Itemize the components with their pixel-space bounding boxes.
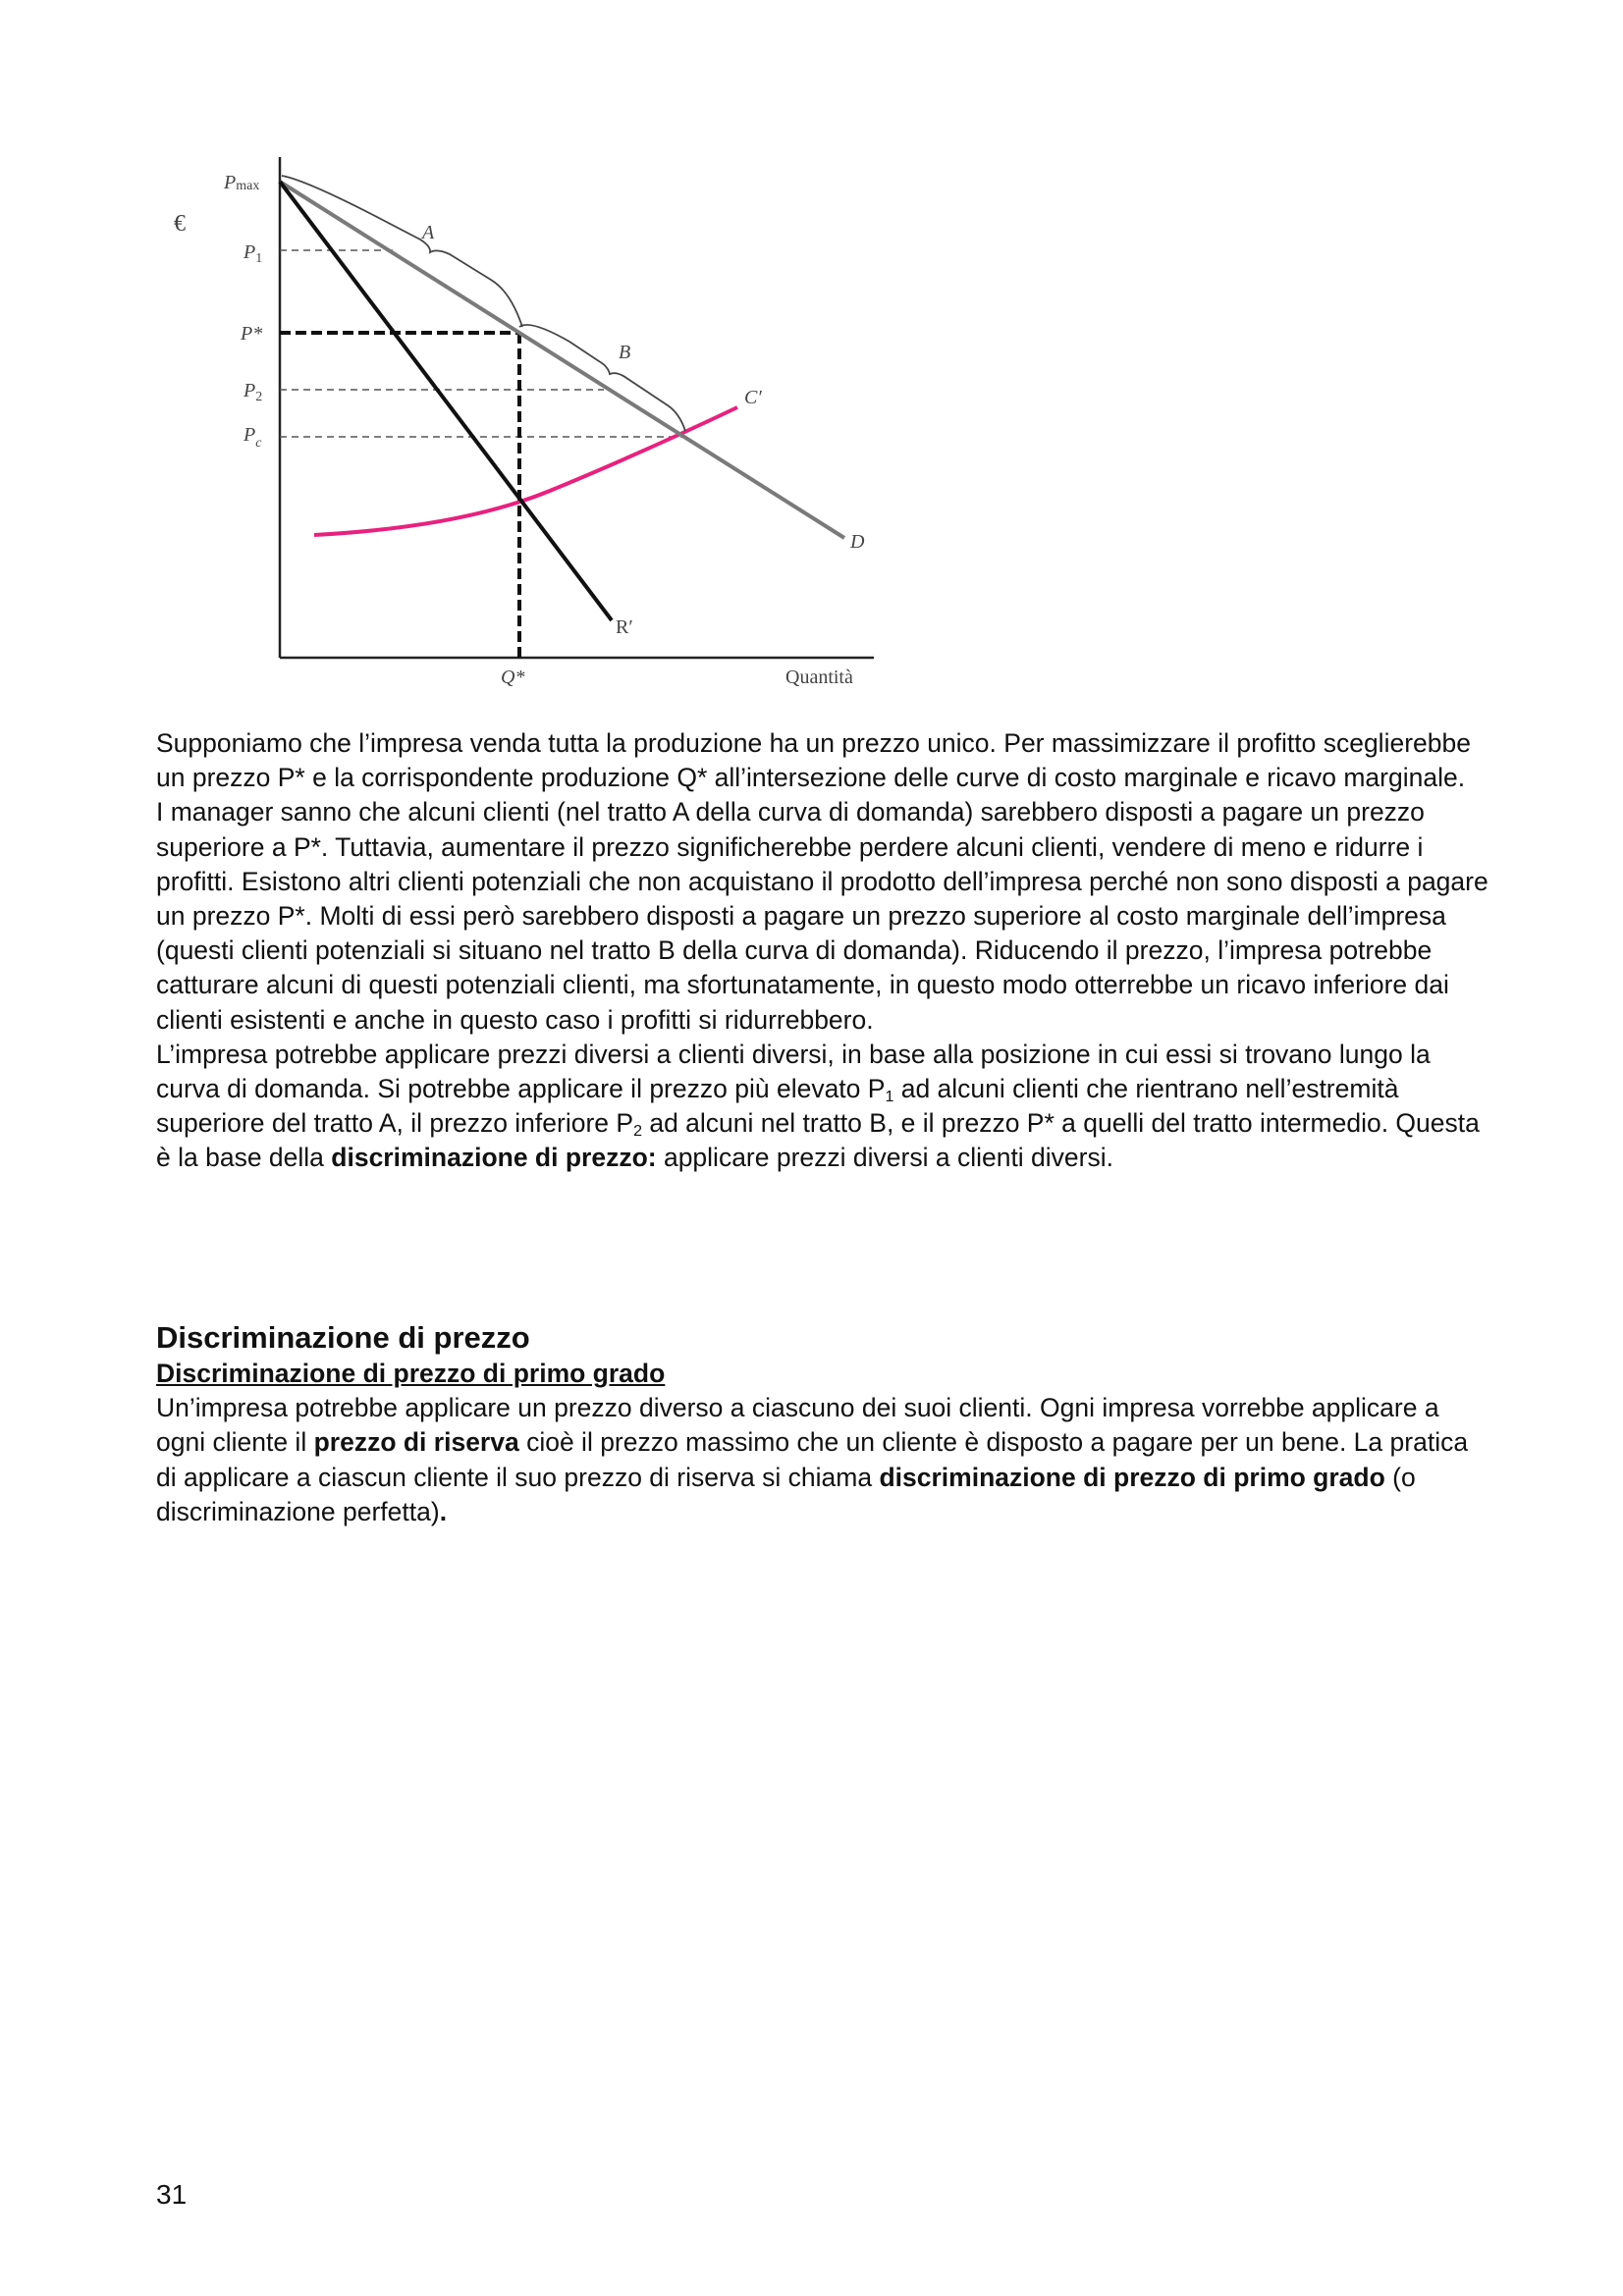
section-price-discrimination	[156, 1319, 1491, 1529]
brace-a	[282, 176, 522, 327]
section-heading: Discriminazione di prezzo	[156, 1320, 530, 1355]
x-axis-label: Quantità	[785, 667, 853, 688]
segment-a-label: A	[422, 222, 435, 243]
marginal-revenue-label: R′	[616, 616, 633, 638]
demand-label: D	[850, 531, 865, 553]
section-subheading: Discriminazione di prezzo di primo grado	[156, 1359, 666, 1388]
price-discrimination-diagram	[157, 142, 903, 692]
pc-label: $P_c$	[243, 424, 262, 451]
paragraph-single-price: Supponiamo che l’impresa venda tutta la produzione ha un prezzo unico. Per massimizzare il profitto sceglierebbe un prezzo P* e la corrispondente produzione Q* all’intersezione delle curve di costo marginale e ricavo marginale.	[156, 728, 1471, 793]
paragraph-managers: I manager sanno che alcuni clienti (nel tratto A della curva di domanda) sarebbero disposti a pagare un prezzo superiore a P*. Tuttavia, aumentare il prezzo significherebbe perdere alcuni clienti, vendere di meno e ridurre i profitti. Esistono altri clienti potenziali che non acquistano il prodotto dell’impresa perché non sono disposti a pagare un prezzo P*. Molti di essi però sarebbero disposti a pagare un prezzo superiore al costo marginale dell’impresa (questi clienti potenziali si situano nel tratto B della curva di domanda). Riducendo il prezzo, l’impresa potrebbe catturare alcuni di questi potenziali clienti, ma sfortunatamente, in questo modo otterrebbe un ricavo inferiore dai clienti esistenti e anche in questo caso i profitti si ridurrebbero.	[156, 797, 1488, 1035]
segment-b-label: B	[619, 342, 631, 363]
intro-text-block	[156, 726, 1491, 1176]
page-number: 31	[156, 2179, 188, 2210]
qstar-label: Q*	[501, 667, 525, 688]
marginal-cost-curve	[314, 407, 737, 535]
paragraph-different-prices: L’impresa potrebbe applicare prezzi diversi a clienti diversi, in base alla posizione in cui essi si trovano lungo la curva di domanda. Si potrebbe applicare il prezzo più elevato $P_1$ ad alcuni clienti che rientrano nell’estremità superiore del tratto A, il prezzo inferiore $P_2$ ad alcuni nel tratto B, e il prezzo P* a quelli del tratto intermedio. Questa è la base della discriminazione di prezzo: applicare prezzi diversi a clienti diversi.	[156, 1039, 1480, 1173]
paragraph-first-degree: Un’impresa potrebbe applicare un prezzo diverso a ciascuno dei suoi clienti. Ogni impresa vorrebbe applicare a ogni cliente il prezzo di riserva cioè il prezzo massimo che un cliente è disposto a pagare per un bene. La pratica di applicare a ciascun cliente il suo prezzo di riserva si chiama discriminazione di prezzo di primo grado (o discriminazione perfetta).	[156, 1393, 1469, 1526]
brace-b	[519, 325, 685, 431]
pmax-label: Pmax	[224, 172, 260, 193]
bold-term-first-degree: discriminazione di prezzo di primo grado	[879, 1462, 1385, 1492]
bold-term-reservation-price: prezzo di riserva	[313, 1427, 519, 1458]
bold-term-price-discrimination: discriminazione di prezzo:	[331, 1143, 657, 1173]
p2-label: $P_2$	[243, 380, 263, 404]
y-axis-label: €	[174, 211, 186, 237]
marginal-revenue-curve	[280, 182, 612, 620]
p1-label: $P_1$	[243, 241, 263, 266]
pstar-label: P*	[241, 323, 263, 345]
marginal-cost-label: C′	[744, 387, 762, 408]
